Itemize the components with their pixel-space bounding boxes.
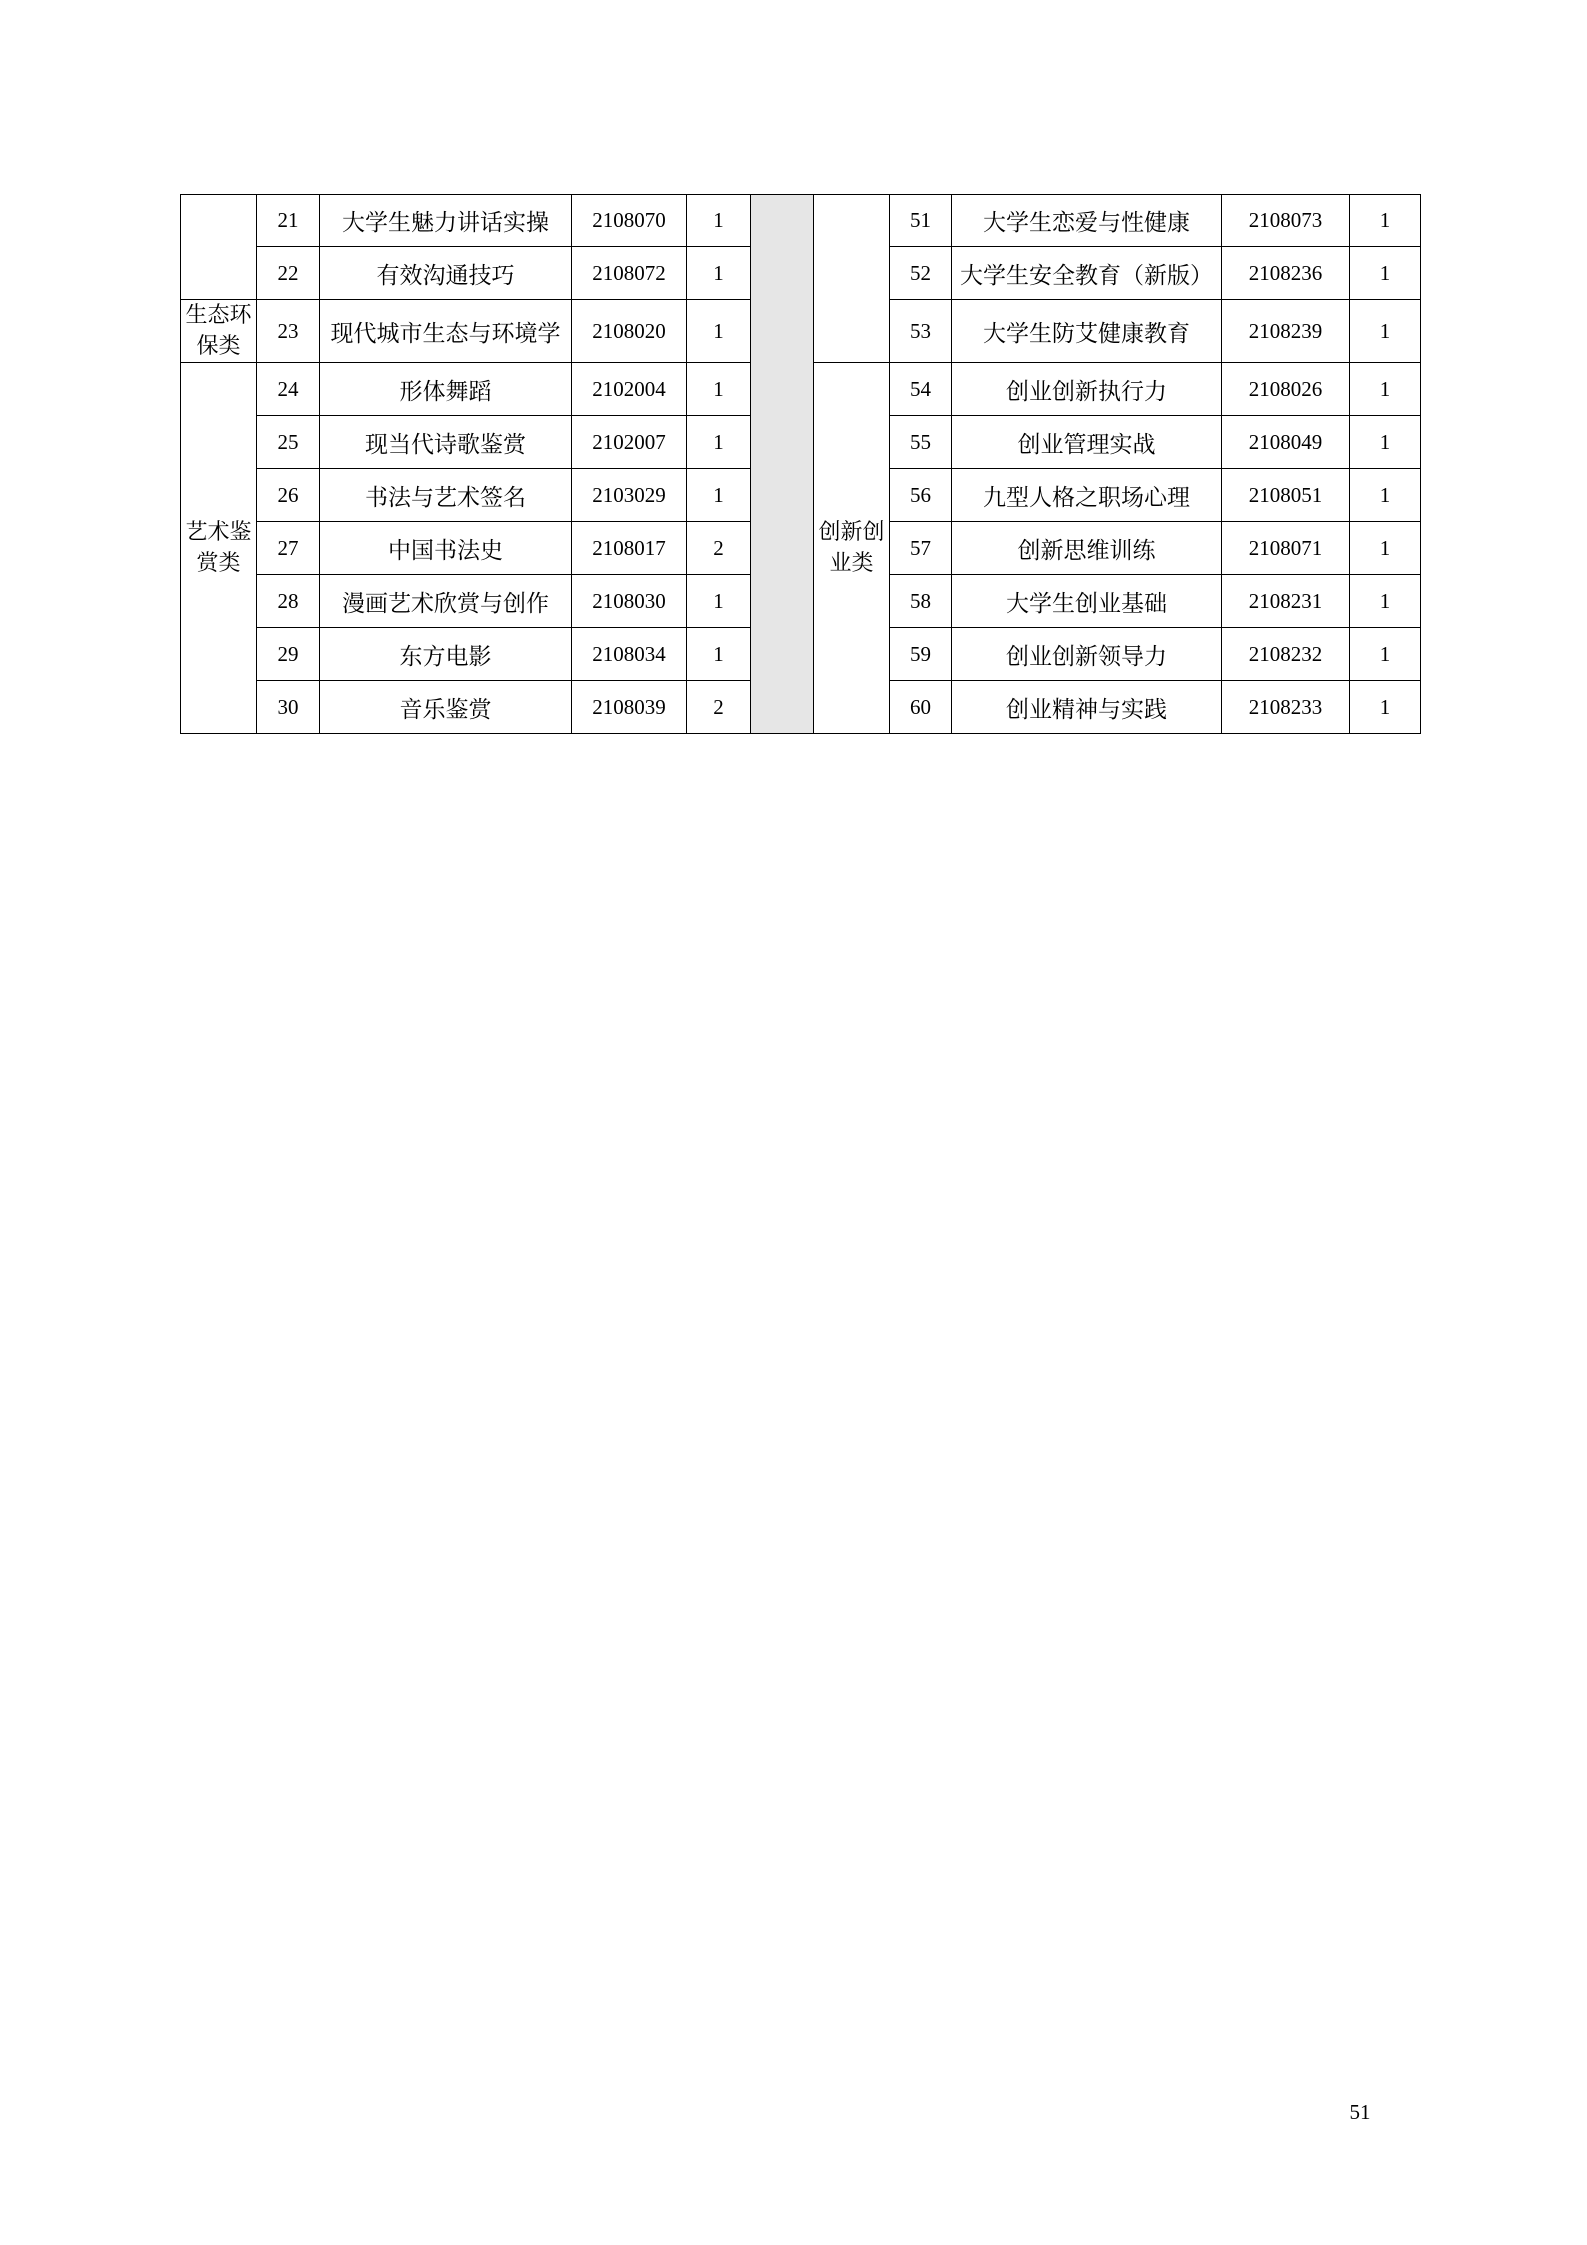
course-code: 2108071: [1222, 522, 1350, 575]
course-name: 东方电影: [320, 628, 572, 681]
course-code: 2108049: [1222, 416, 1350, 469]
course-credit: 1: [1350, 628, 1421, 681]
course-code: 2103029: [572, 469, 687, 522]
course-code: 2108026: [1222, 363, 1350, 416]
course-name: 创业精神与实践: [952, 681, 1222, 734]
course-name: 有效沟通技巧: [320, 247, 572, 300]
category-cell: [181, 195, 257, 300]
course-credit: 1: [1350, 469, 1421, 522]
course-number: 58: [890, 575, 952, 628]
category-cell: 艺术鉴赏类: [181, 363, 257, 734]
course-code: 2108030: [572, 575, 687, 628]
course-code: 2108039: [572, 681, 687, 734]
course-number: 60: [890, 681, 952, 734]
course-name: 形体舞蹈: [320, 363, 572, 416]
course-name: 创业创新领导力: [952, 628, 1222, 681]
course-credit: 1: [687, 247, 751, 300]
course-number: 59: [890, 628, 952, 681]
course-code: 2102007: [572, 416, 687, 469]
course-code: 2108232: [1222, 628, 1350, 681]
course-code: 2108070: [572, 195, 687, 247]
category-cell: [814, 195, 890, 363]
course-code: 2108231: [1222, 575, 1350, 628]
course-number: 30: [257, 681, 320, 734]
course-number: 29: [257, 628, 320, 681]
course-number: 51: [890, 195, 952, 247]
course-code: 2108034: [572, 628, 687, 681]
course-credit: 1: [1350, 195, 1421, 247]
course-credit: 1: [687, 469, 751, 522]
course-number: 27: [257, 522, 320, 575]
course-number: 22: [257, 247, 320, 300]
course-credit: 1: [1350, 300, 1421, 363]
course-credit: 1: [687, 195, 751, 247]
course-number: 21: [257, 195, 320, 247]
course-number: 23: [257, 300, 320, 363]
course-number: 53: [890, 300, 952, 363]
course-number: 57: [890, 522, 952, 575]
course-code: 2108072: [572, 247, 687, 300]
course-credit: 1: [1350, 247, 1421, 300]
course-code: 2108233: [1222, 681, 1350, 734]
course-name: 创业管理实战: [952, 416, 1222, 469]
course-name: 书法与艺术签名: [320, 469, 572, 522]
course-name: 大学生安全教育（新版）: [952, 247, 1222, 300]
course-name: 现当代诗歌鉴赏: [320, 416, 572, 469]
separator-column: [751, 195, 814, 734]
course-credit: 1: [1350, 416, 1421, 469]
category-cell: 生态环保类: [181, 300, 257, 363]
course-credit: 1: [1350, 681, 1421, 734]
page-number: 51: [1349, 2100, 1371, 2124]
table-row: [181, 195, 1421, 247]
course-credit: 1: [1350, 522, 1421, 575]
course-name: 中国书法史: [320, 522, 572, 575]
course-number: 28: [257, 575, 320, 628]
course-code: 2108236: [1222, 247, 1350, 300]
course-credit: 1: [687, 416, 751, 469]
course-name: 九型人格之职场心理: [952, 469, 1222, 522]
course-name: 音乐鉴赏: [320, 681, 572, 734]
course-code: 2108073: [1222, 195, 1350, 247]
course-code: 2108020: [572, 300, 687, 363]
course-name: 大学生恋爱与性健康: [952, 195, 1222, 247]
course-number: 25: [257, 416, 320, 469]
course-number: 26: [257, 469, 320, 522]
course-credit: 2: [687, 522, 751, 575]
course-name: 创业创新执行力: [952, 363, 1222, 416]
course-name: 创新思维训练: [952, 522, 1222, 575]
course-credit: 1: [687, 300, 751, 363]
course-code: 2102004: [572, 363, 687, 416]
course-number: 55: [890, 416, 952, 469]
course-credit: 1: [1350, 363, 1421, 416]
course-code: 2108239: [1222, 300, 1350, 363]
course-number: 56: [890, 469, 952, 522]
course-credit: 1: [687, 363, 751, 416]
category-cell: 创新创业类: [814, 363, 890, 734]
course-table: [180, 194, 1421, 734]
course-name: 现代城市生态与环境学: [320, 300, 572, 363]
course-number: 52: [890, 247, 952, 300]
course-code: 2108017: [572, 522, 687, 575]
course-name: 漫画艺术欣赏与创作: [320, 575, 572, 628]
course-credit: 2: [687, 681, 751, 734]
course-credit: 1: [1350, 575, 1421, 628]
course-name: 大学生防艾健康教育: [952, 300, 1222, 363]
course-code: 2108051: [1222, 469, 1350, 522]
course-number: 54: [890, 363, 952, 416]
course-name: 大学生创业基础: [952, 575, 1222, 628]
course-credit: 1: [687, 628, 751, 681]
course-credit: 1: [687, 575, 751, 628]
course-name: 大学生魅力讲话实操: [320, 195, 572, 247]
course-number: 24: [257, 363, 320, 416]
